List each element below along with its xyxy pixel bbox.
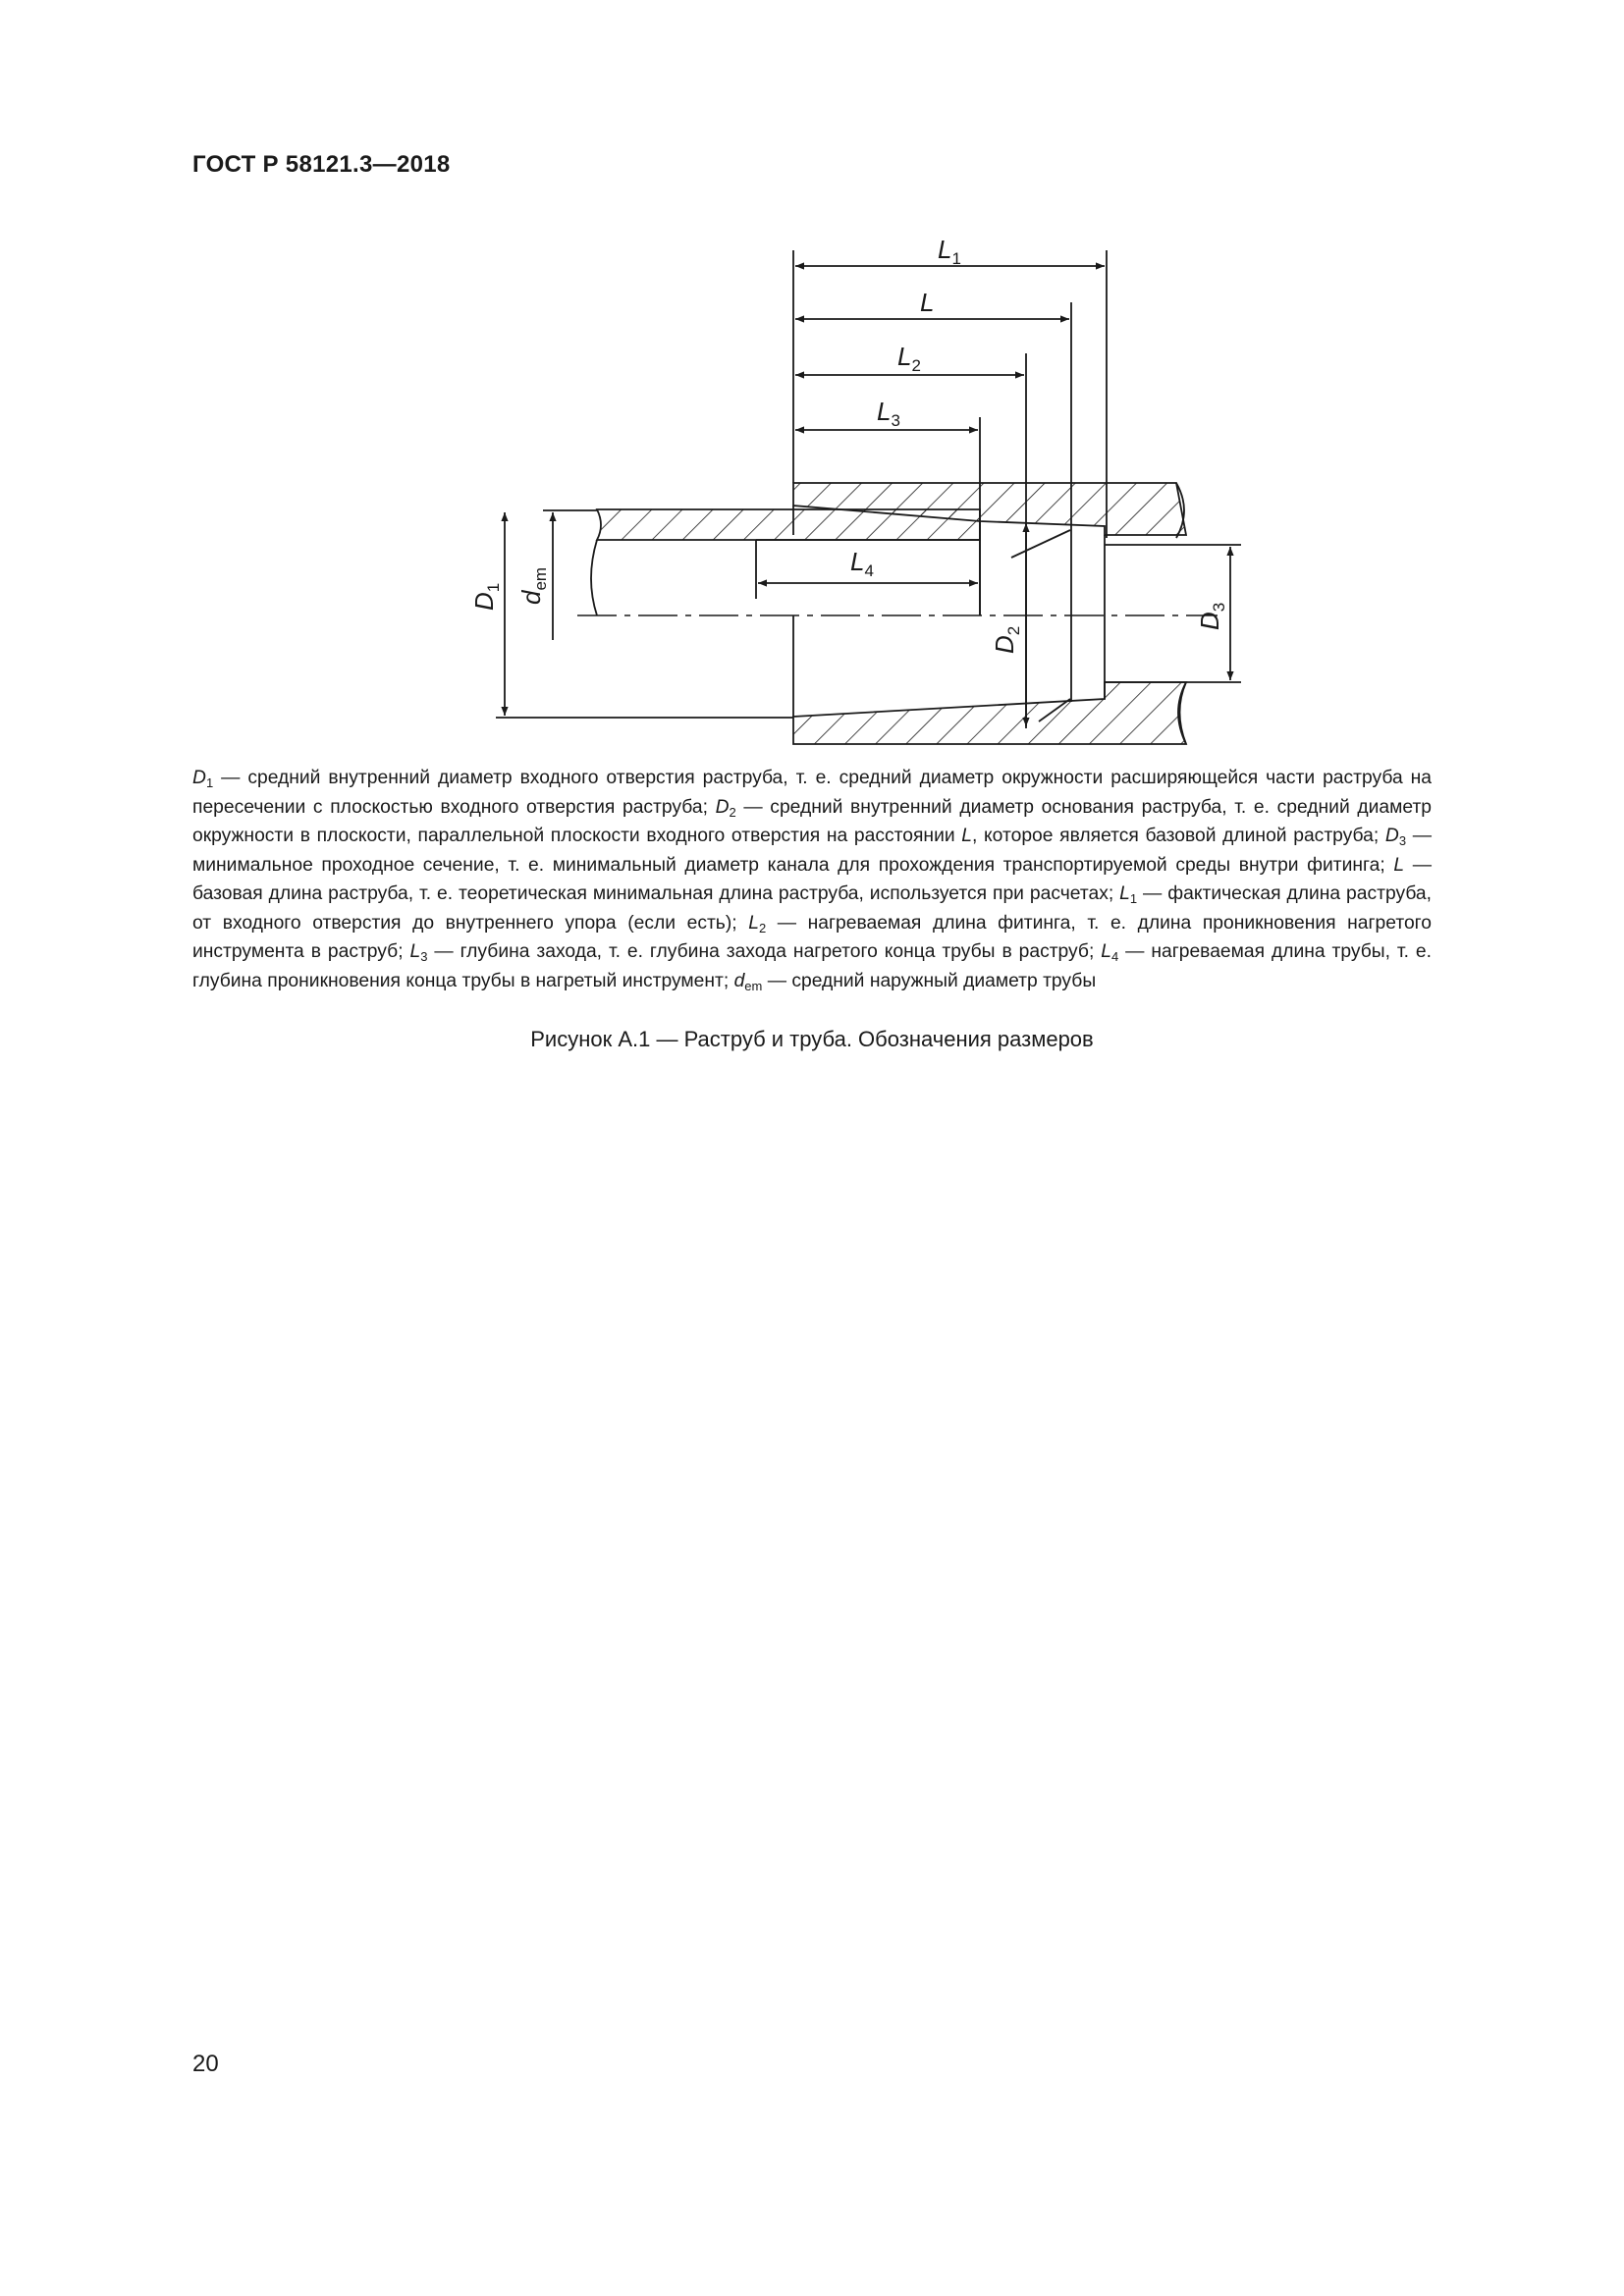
figure-caption: Рисунок А.1 — Раструб и труба. Обозначения размеров — [530, 1027, 1094, 1051]
legend-symbol: L — [1393, 854, 1405, 876]
legend-text: , которое является базовой длиной раструба; — [972, 826, 1385, 846]
legend-subscript: 2 — [758, 920, 767, 935]
label-D1: $D_1$ — [469, 582, 503, 611]
label-L3: $L_3$ — [877, 397, 900, 430]
legend-subscript: 4 — [1110, 949, 1119, 964]
legend-text: — средний внутренний диаметр основания раструба, т. е. средний диаметр окружности в плоскости, параллельной плоскости входного отверстия на расстоянии — [192, 796, 1432, 846]
socket-pipe-drawing — [0, 0, 1624, 785]
legend-text: — фактическая длина раструба, от входного отверстия до внутреннего упора (если есть); — [192, 883, 1432, 934]
legend-subscript: 3 — [420, 949, 428, 964]
label-L4: $L_4$ — [850, 547, 874, 580]
legend-symbol: D — [1384, 826, 1399, 846]
page-header: ГОСТ Р 58121.3—2018 — [192, 151, 451, 178]
legend-subscript: 1 — [1129, 891, 1138, 906]
legend-symbol: D — [192, 768, 206, 788]
legend-symbol: d — [733, 970, 745, 991]
legend-symbol: L — [748, 912, 759, 934]
label-L2: $L_2$ — [897, 342, 921, 375]
label-dem: $d_{em}$ — [516, 566, 550, 605]
label-D2: $D_2$ — [990, 625, 1023, 654]
legend-subscript: em — [744, 978, 763, 993]
legend-symbol: L — [1119, 883, 1130, 904]
page-number: 20 — [192, 2051, 219, 2077]
label-L1: $L_1$ — [938, 235, 961, 268]
figure-legend — [192, 764, 1432, 995]
legend-text: — глубина захода, т. е. глубина захода нагретого конца трубы в раструб; — [427, 941, 1102, 962]
leader-line — [1011, 530, 1070, 558]
legend-symbol: L — [1101, 941, 1111, 962]
label-L: L — [920, 288, 935, 317]
label-D3: $D_3$ — [1195, 602, 1228, 630]
legend-text: — базовая длина раструба, т. е. теоретическая минимальная длина раструба, используется при расчетах; — [192, 854, 1433, 904]
legend-subscript: 2 — [729, 804, 736, 820]
legend-symbol: D — [715, 796, 730, 818]
legend-text: — средний наружный диаметр трубы — [762, 970, 1097, 991]
legend-symbol: L — [961, 826, 973, 846]
break-line — [591, 540, 597, 615]
legend-text: — средний внутренний диаметр входного отверстия раструба, т. е. средний диаметр окружности расширяющейся части раструба на пересечении с плоскостью входного отверстия раструба; — [192, 768, 1432, 818]
legend-symbol: L — [409, 941, 421, 962]
socket-wall-bottom — [793, 682, 1186, 744]
legend-subscript: 3 — [1398, 833, 1407, 848]
legend-text: — нагреваемая длина трубы, т. е. глубина проникновения конца трубы в нагретый инструмент; — [192, 941, 1432, 991]
pipe-wall — [597, 509, 980, 540]
legend-text: — минимальное проходное сечение, т. е. минимальный диаметр канала для прохождения транспортируемой среды внутри фитинга; — [192, 826, 1432, 876]
legend-text: — нагреваемая длина фитинга, т. е. длина проникновения нагретого инструмента в раструб; — [192, 912, 1433, 962]
legend-subscript: 1 — [205, 775, 214, 790]
